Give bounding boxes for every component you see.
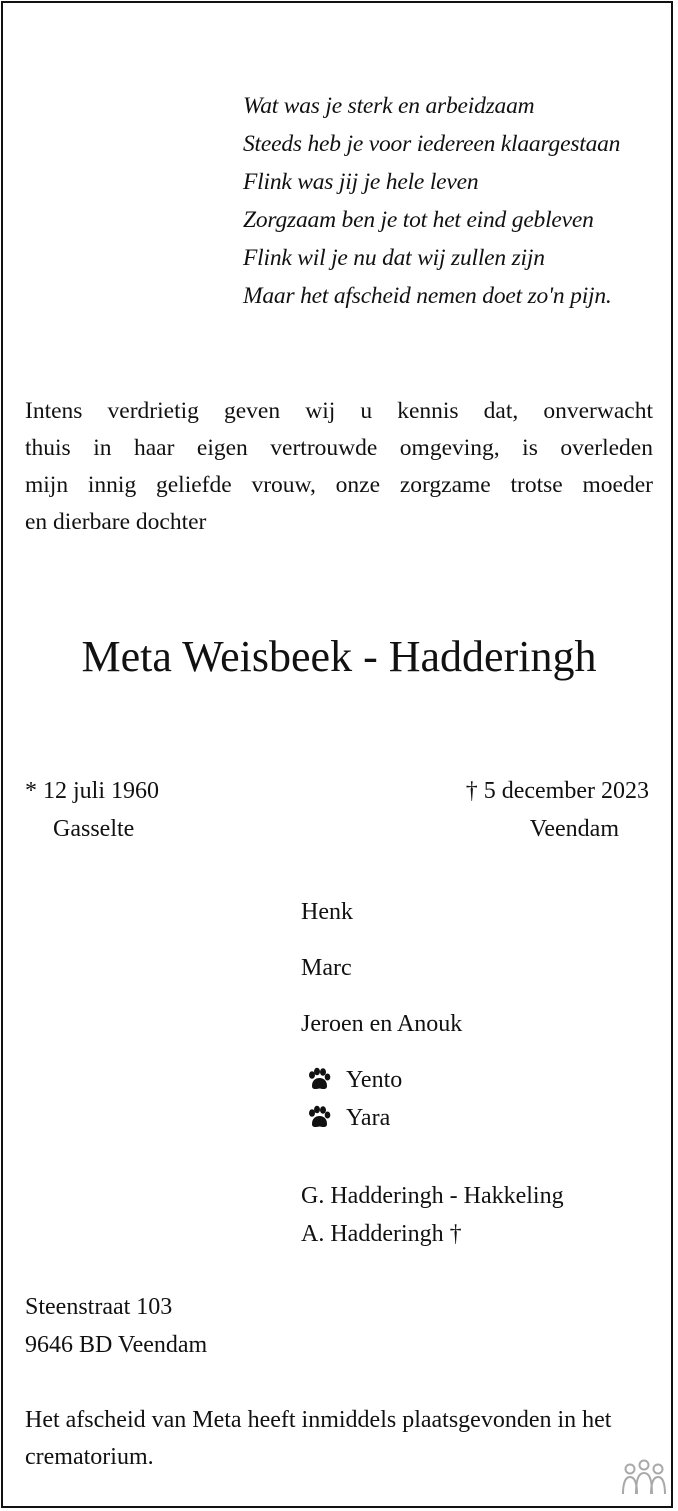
family-list <box>301 893 564 1253</box>
poem <box>243 87 620 315</box>
pet-name: Yento <box>346 1067 403 1093</box>
paw-icon <box>306 1105 332 1131</box>
intro-text <box>25 393 653 541</box>
intro-line: Intens verdrietig geven wij u kennis dat, onverwacht <box>25 398 653 424</box>
poem-line: Maar het afscheid nemen doet zo'n pijn. <box>243 283 612 309</box>
announcement-card <box>1 1 673 1508</box>
birth-info <box>25 772 159 848</box>
paw-icon <box>306 1067 332 1093</box>
family-member: Marc <box>301 955 352 981</box>
death-info <box>466 772 649 848</box>
deceased-name: Meta Weisbeek - Hadderingh <box>81 632 597 681</box>
family-member: Jeroen en Anouk <box>301 1011 463 1037</box>
poem-line: Flink wil je nu dat wij zullen zijn <box>243 245 545 271</box>
intro-line: thuis in haar eigen vertrouwde omgeving, is overleden <box>25 435 653 461</box>
poem-line: Flink was jij je hele leven <box>243 169 479 195</box>
closing-text: Het afscheid van Meta heeft inmiddels plaatsgevonden in het crematorium. <box>25 1407 612 1470</box>
death-place: Veendam <box>529 816 619 842</box>
pet-name: Yara <box>346 1105 391 1131</box>
pet-row <box>301 1099 564 1137</box>
poem-line: Wat was je sterk en arbeidzaam <box>243 93 535 119</box>
address-city: 9646 BD Veendam <box>25 1332 208 1358</box>
birth-date: * 12 juli 1960 <box>25 778 160 804</box>
family-member: G. Hadderingh - Hakkeling <box>301 1183 564 1209</box>
people-group-icon <box>620 1458 668 1498</box>
address-street: Steenstraat 103 <box>25 1294 173 1320</box>
death-date: † 5 december 2023 <box>465 778 649 804</box>
family-member: Henk <box>301 899 353 925</box>
poem-line: Zorgzaam ben je tot het eind gebleven <box>243 207 594 233</box>
family-member: A. Hadderingh † <box>301 1221 462 1247</box>
pet-row <box>301 1061 564 1099</box>
intro-line: en dierbare dochter <box>25 509 207 535</box>
poem-line: Steeds heb je voor iedereen klaargestaan <box>243 131 621 157</box>
birth-place: Gasselte <box>53 816 135 842</box>
intro-line: mijn innig geliefde vrouw, onze zorgzame trotse moeder <box>25 472 653 498</box>
address-block <box>25 1288 207 1364</box>
